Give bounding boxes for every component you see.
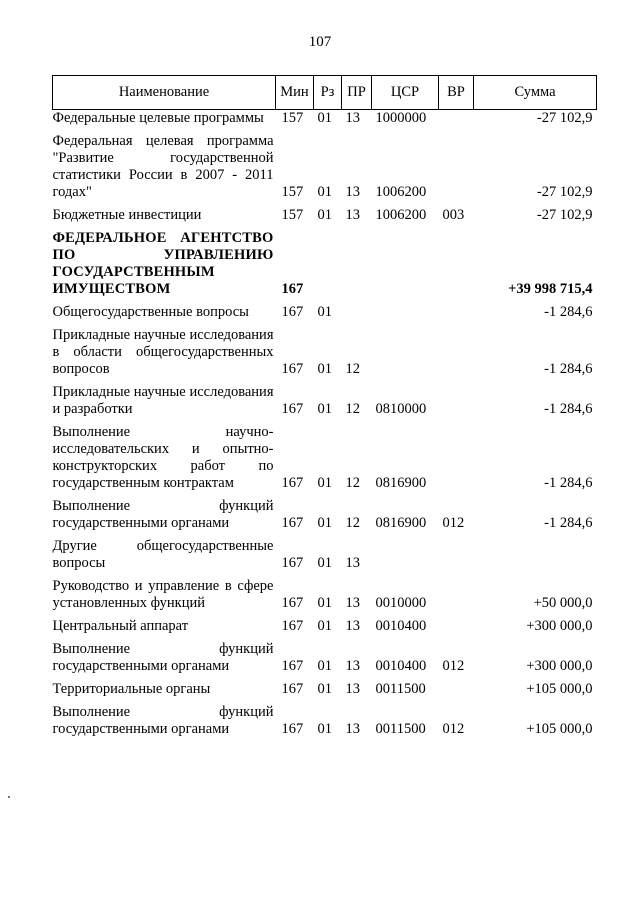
row-rz [314,230,342,298]
table-row [53,230,597,298]
row-min: 167 [281,475,304,491]
row-sum [474,538,597,572]
row-csr [372,327,439,378]
row-min: 167 [281,361,304,377]
row-pr: 13 [345,721,360,737]
row-name: Выполнение функций государственными органами [52,704,274,737]
row-rz: 01 [317,475,332,491]
header-csr: ЦСР [372,76,439,110]
header-sum: Сумма [474,76,597,110]
header-pr: ПР [342,76,372,110]
row-csr: 1000000 [375,110,427,126]
row-pr [342,230,372,298]
row-min: 167 [281,281,304,297]
row-min: 167 [281,721,304,737]
row-pr: 12 [345,515,360,531]
row-pr: 13 [345,595,360,611]
row-vr: 003 [442,207,465,223]
row-name: Выполнение функций государственными органами [52,498,274,531]
table-row [53,133,597,201]
row-name: Центральный аппарат [52,618,189,634]
row-vr [439,618,474,635]
row-rz: 01 [317,207,332,223]
row-pr: 12 [345,475,360,491]
row-name: Территориальные органы [52,681,211,697]
row-vr: 012 [442,515,465,531]
header-vr: ВР [439,76,474,110]
row-pr: 12 [345,401,360,417]
header-min: Мин [276,76,314,110]
row-pr: 13 [345,110,360,126]
row-rz: 01 [317,515,332,531]
row-min: 157 [281,110,304,126]
page-number: 107 [308,34,332,50]
row-name: Федеральные целевые программы [52,110,264,126]
row-vr [439,424,474,492]
row-rz: 01 [317,184,332,200]
row-csr: 0816900 [375,475,427,491]
table-row [53,538,597,572]
row-sum: -27 102,9 [536,184,593,200]
row-rz: 01 [317,361,332,377]
row-vr [439,110,474,128]
table-row [53,327,597,378]
row-min: 167 [281,681,304,697]
row-min: 167 [281,618,304,634]
table-row [53,681,597,698]
row-vr [439,681,474,698]
row-rz: 01 [317,721,332,737]
row-rz: 01 [317,618,332,634]
row-sum: -1 284,6 [544,361,593,377]
row-sum: +105 000,0 [526,681,593,697]
row-sum: -27 102,9 [536,110,593,126]
table-row [53,578,597,612]
row-name: Другие общегосударственные вопросы [52,538,274,571]
row-name: Федеральная целевая программа "Развитие государственной статистики России в 2007 - 2011 годах" [52,133,274,200]
row-min: 167 [281,555,304,571]
budget-table [52,75,597,738]
row-csr [372,230,439,298]
row-pr: 13 [345,681,360,697]
row-rz: 01 [317,110,332,126]
row-name: Общегосударственные вопросы [52,304,249,320]
row-name: ФЕДЕРАЛЬНОЕ АГЕНТСТВО ПО УПРАВЛЕНИЮ ГОСУДАРСТВЕННЫМ ИМУЩЕСТВОМ [52,230,274,297]
row-sum: -27 102,9 [536,207,593,223]
row-min: 157 [281,184,304,200]
row-sum: +39 998 715,4 [508,281,593,297]
row-csr: 0011500 [375,721,426,737]
row-sum: -1 284,6 [544,515,593,531]
table-row [53,498,597,532]
header-rz: Рз [314,76,342,110]
header-name: Наименование [53,76,276,110]
table-row [53,110,597,128]
table-row [53,384,597,418]
row-min: 167 [281,595,304,611]
row-rz: 01 [317,658,332,674]
row-name: Выполнение функций государственными органами [52,641,274,674]
row-csr: 0810000 [375,401,427,417]
row-rz: 01 [317,401,332,417]
row-sum: -1 284,6 [544,475,593,491]
row-vr: 012 [442,721,465,737]
row-sum: -1 284,6 [544,401,593,417]
row-csr: 1006200 [375,184,427,200]
row-rz: 01 [317,681,332,697]
table-row [53,704,597,738]
row-rz: 01 [317,555,332,571]
row-csr: 0010000 [375,595,427,611]
row-csr: 1006200 [375,207,427,223]
row-csr: 0816900 [375,515,427,531]
row-min: 167 [281,658,304,674]
row-vr [439,133,474,201]
row-csr: 0011500 [375,681,426,697]
row-csr [372,538,439,572]
row-pr: 13 [345,207,360,223]
row-sum: +300 000,0 [526,658,593,674]
row-vr: 012 [442,658,465,674]
row-pr [342,304,372,321]
row-csr: 0010400 [375,618,427,634]
row-sum: +300 000,0 [526,618,593,634]
row-csr: 0010400 [375,658,427,674]
row-vr [439,578,474,612]
row-pr: 13 [345,555,360,571]
table-row [53,641,597,675]
row-pr: 12 [345,361,360,377]
row-name: Руководство и управление в сфере установленных функций [52,578,274,611]
scan-speck [8,796,10,798]
row-rz: 01 [317,304,332,320]
table-row [53,304,597,321]
row-min: 157 [281,207,304,223]
row-rz: 01 [317,595,332,611]
row-vr [439,230,474,298]
table-header-row [53,76,597,110]
row-csr [372,304,439,321]
row-pr: 13 [345,184,360,200]
row-min: 167 [281,304,304,320]
table-row [53,207,597,224]
row-vr [439,327,474,378]
row-vr [439,384,474,418]
row-name: Выполнение научно-исследовательских и опытно-конструкторских работ по государственным контрактам [52,424,274,491]
row-vr [439,538,474,572]
table-row [53,618,597,635]
row-sum: +50 000,0 [533,595,593,611]
row-sum: -1 284,6 [544,304,593,320]
row-pr: 13 [345,658,360,674]
row-min: 167 [281,515,304,531]
row-name: Прикладные научные исследования в области общегосударственных вопросов [52,327,274,377]
table-row [53,424,597,492]
row-min: 167 [281,401,304,417]
row-name: Прикладные научные исследования и разработки [52,384,274,417]
row-sum: +105 000,0 [526,721,593,737]
row-name: Бюджетные инвестиции [52,207,202,223]
row-vr [439,304,474,321]
row-pr: 13 [345,618,360,634]
